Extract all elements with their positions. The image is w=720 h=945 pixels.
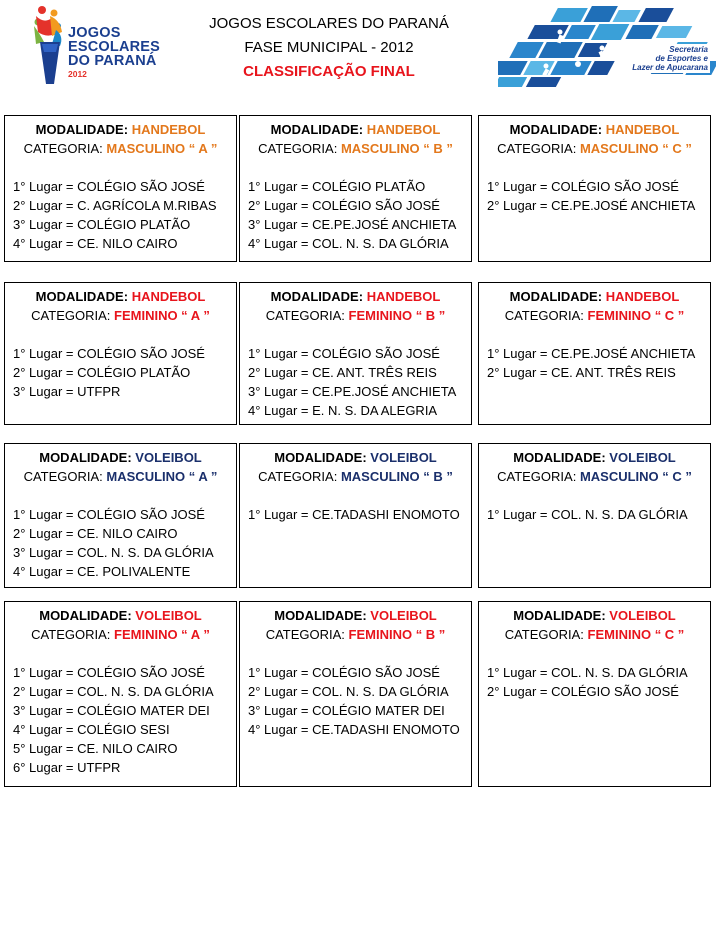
modalidade-value: VOLEIBOL bbox=[370, 608, 437, 623]
result-item: 2° Lugar = CE. ANT. TRÊS REIS bbox=[487, 365, 676, 380]
result-item: 1° Lugar = COL. N. S. DA GLÓRIA bbox=[487, 665, 688, 680]
result-item: 2° Lugar = C. AGRÍCOLA M.RIBAS bbox=[13, 198, 217, 213]
classification-card bbox=[4, 601, 237, 787]
modalidade-label: MODALIDADE: bbox=[35, 122, 129, 137]
logo-year: 2012 bbox=[68, 69, 87, 79]
categoria-value: FEMININO “ B ” bbox=[348, 627, 446, 642]
torch-figures-icon bbox=[30, 4, 70, 88]
result-item: 4° Lugar = CE.TADASHI ENOMOTO bbox=[248, 722, 460, 737]
modalidade-label: MODALIDADE: bbox=[39, 608, 132, 623]
results-list bbox=[240, 344, 471, 420]
classification-card bbox=[478, 601, 711, 787]
result-item: 2° Lugar = COL. N. S. DA GLÓRIA bbox=[248, 684, 449, 699]
categoria-value: MASCULINO “ B ” bbox=[340, 469, 453, 484]
result-item: 3° Lugar = COL. N. S. DA GLÓRIA bbox=[13, 545, 214, 560]
result-item: 1° Lugar = CE.PE.JOSÉ ANCHIETA bbox=[487, 346, 696, 361]
secretaria-esportes-logo bbox=[498, 4, 716, 90]
result-item: 2° Lugar = CE.PE.JOSÉ ANCHIETA bbox=[487, 198, 696, 213]
modalidade-line bbox=[240, 287, 471, 306]
modalidade-line bbox=[479, 448, 710, 467]
categoria-line bbox=[479, 625, 710, 644]
categoria-line bbox=[240, 306, 471, 325]
categoria-line bbox=[240, 139, 471, 158]
modalidade-line bbox=[5, 606, 236, 625]
categoria-label: CATEGORIA: bbox=[504, 308, 584, 323]
secretaria-line-2: de Esportes e bbox=[655, 54, 708, 63]
categoria-line bbox=[479, 467, 710, 486]
modalidade-value: HANDEBOL bbox=[131, 289, 206, 304]
result-item: 1° Lugar = COLÉGIO SÃO JOSÉ bbox=[487, 179, 679, 194]
classification-card bbox=[4, 443, 237, 588]
jogos-escolares-logo bbox=[30, 4, 160, 88]
classification-card bbox=[478, 443, 711, 588]
results-list bbox=[479, 344, 710, 382]
title-line-3: CLASSIFICAÇÃO FINAL bbox=[243, 63, 415, 80]
logo-text-line3: DO PARANÁ bbox=[68, 53, 157, 69]
result-item: 1° Lugar = COLÉGIO SÃO JOSÉ bbox=[13, 179, 205, 194]
modalidade-value: HANDEBOL bbox=[605, 122, 680, 137]
secretaria-line-1: Secretaria bbox=[669, 45, 708, 54]
categoria-line bbox=[479, 306, 710, 325]
categoria-value: FEMININO “ B ” bbox=[348, 308, 446, 323]
results-list bbox=[5, 344, 236, 401]
categoria-label: CATEGORIA: bbox=[31, 627, 111, 642]
categoria-value: FEMININO “ C ” bbox=[587, 627, 685, 642]
modalidade-line bbox=[5, 120, 236, 139]
classification-card bbox=[478, 282, 711, 425]
result-item: 2° Lugar = COLÉGIO SÃO JOSÉ bbox=[487, 684, 679, 699]
categoria-line bbox=[5, 625, 236, 644]
result-item: 1° Lugar = COLÉGIO SÃO JOSÉ bbox=[13, 346, 205, 361]
categoria-line bbox=[5, 139, 236, 158]
results-list bbox=[240, 177, 471, 253]
result-item: 1° Lugar = COLÉGIO SÃO JOSÉ bbox=[13, 507, 205, 522]
result-item: 5° Lugar = CE. NILO CAIRO bbox=[13, 741, 178, 756]
result-item: 4° Lugar = E. N. S. DA ALEGRIA bbox=[248, 403, 438, 418]
title-line-2: FASE MUNICIPAL - 2012 bbox=[244, 39, 414, 56]
modalidade-value: VOLEIBOL bbox=[370, 450, 437, 465]
results-list bbox=[5, 663, 236, 777]
result-item: 3° Lugar = CE.PE.JOSÉ ANCHIETA bbox=[248, 217, 457, 232]
categoria-value: MASCULINO “ A ” bbox=[106, 469, 218, 484]
categoria-line bbox=[240, 467, 471, 486]
result-item: 1° Lugar = COLÉGIO PLATÃO bbox=[248, 179, 426, 194]
categoria-value: MASCULINO “ C ” bbox=[579, 469, 692, 484]
categoria-label: CATEGORIA: bbox=[23, 141, 103, 156]
secretaria-label bbox=[630, 44, 710, 73]
modalidade-value: VOLEIBOL bbox=[609, 608, 676, 623]
modalidade-line bbox=[479, 287, 710, 306]
categoria-line bbox=[5, 467, 236, 486]
modalidade-line bbox=[5, 287, 236, 306]
categoria-label: CATEGORIA: bbox=[23, 469, 103, 484]
result-item: 4° Lugar = COLÉGIO SESI bbox=[13, 722, 170, 737]
result-item: 6° Lugar = UTFPR bbox=[13, 760, 121, 775]
classification-card bbox=[4, 282, 237, 425]
modalidade-label: MODALIDADE: bbox=[509, 289, 603, 304]
categoria-label: CATEGORIA: bbox=[31, 308, 111, 323]
categoria-value: FEMININO “ A ” bbox=[114, 308, 210, 323]
modalidade-line bbox=[240, 120, 471, 139]
result-item: 3° Lugar = COLÉGIO PLATÃO bbox=[13, 217, 191, 232]
result-item: 2° Lugar = CE. NILO CAIRO bbox=[13, 526, 178, 541]
modalidade-label: MODALIDADE: bbox=[509, 122, 603, 137]
results-list bbox=[5, 177, 236, 253]
logo-text-line1: JOGOS bbox=[68, 25, 121, 41]
categoria-line bbox=[240, 625, 471, 644]
modalidade-value: VOLEIBOL bbox=[609, 450, 676, 465]
result-item: 3° Lugar = CE.PE.JOSÉ ANCHIETA bbox=[248, 384, 457, 399]
categoria-line bbox=[479, 139, 710, 158]
categoria-value: MASCULINO “ A ” bbox=[106, 141, 218, 156]
modalidade-label: MODALIDADE: bbox=[513, 608, 606, 623]
classification-card bbox=[239, 443, 472, 588]
modalidade-line bbox=[479, 606, 710, 625]
classification-card bbox=[239, 601, 472, 787]
categoria-label: CATEGORIA: bbox=[265, 308, 345, 323]
modalidade-value: VOLEIBOL bbox=[135, 608, 202, 623]
modalidade-label: MODALIDADE: bbox=[274, 450, 367, 465]
result-item: 3° Lugar = COLÉGIO MATER DEI bbox=[13, 703, 210, 718]
categoria-label: CATEGORIA: bbox=[265, 627, 345, 642]
classification-card bbox=[4, 115, 237, 262]
modalidade-label: MODALIDADE: bbox=[270, 122, 364, 137]
categoria-label: CATEGORIA: bbox=[497, 141, 577, 156]
secretaria-line-3: Lazer de Apucarana bbox=[632, 63, 708, 72]
result-item: 1° Lugar = COLÉGIO SÃO JOSÉ bbox=[248, 665, 440, 680]
modalidade-value: HANDEBOL bbox=[366, 289, 441, 304]
result-item: 1° Lugar = COLÉGIO SÃO JOSÉ bbox=[248, 346, 440, 361]
result-item: 1° Lugar = COL. N. S. DA GLÓRIA bbox=[487, 507, 688, 522]
modalidade-line bbox=[479, 120, 710, 139]
categoria-line bbox=[5, 306, 236, 325]
result-item: 2° Lugar = CE. ANT. TRÊS REIS bbox=[248, 365, 437, 380]
modalidade-line bbox=[240, 448, 471, 467]
results-list bbox=[479, 177, 710, 215]
result-item: 4° Lugar = CE. POLIVALENTE bbox=[13, 564, 191, 579]
categoria-label: CATEGORIA: bbox=[497, 469, 577, 484]
results-list bbox=[240, 505, 471, 524]
page-title bbox=[200, 12, 458, 84]
results-list bbox=[240, 663, 471, 739]
title-line-1: JOGOS ESCOLARES DO PARANÁ bbox=[209, 15, 449, 32]
result-item: 2° Lugar = COL. N. S. DA GLÓRIA bbox=[13, 684, 214, 699]
result-item: 2° Lugar = COLÉGIO PLATÃO bbox=[13, 365, 191, 380]
categoria-label: CATEGORIA: bbox=[258, 141, 338, 156]
results-list bbox=[5, 505, 236, 581]
result-item: 1° Lugar = CE.TADASHI ENOMOTO bbox=[248, 507, 460, 522]
modalidade-label: MODALIDADE: bbox=[39, 450, 132, 465]
modalidade-label: MODALIDADE: bbox=[270, 289, 364, 304]
result-item: 2° Lugar = COLÉGIO SÃO JOSÉ bbox=[248, 198, 440, 213]
modalidade-value: HANDEBOL bbox=[131, 122, 206, 137]
result-item: 3° Lugar = UTFPR bbox=[13, 384, 121, 399]
modalidade-label: MODALIDADE: bbox=[35, 289, 129, 304]
modalidade-value: VOLEIBOL bbox=[135, 450, 202, 465]
categoria-value: MASCULINO “ C ” bbox=[579, 141, 692, 156]
logo-text-line2: ESCOLARES bbox=[68, 39, 161, 55]
result-item: 4° Lugar = COL. N. S. DA GLÓRIA bbox=[248, 236, 449, 251]
categoria-value: MASCULINO “ B ” bbox=[340, 141, 453, 156]
result-item: 1° Lugar = COLÉGIO SÃO JOSÉ bbox=[13, 665, 205, 680]
modalidade-label: MODALIDADE: bbox=[513, 450, 606, 465]
modalidade-value: HANDEBOL bbox=[366, 122, 441, 137]
categoria-value: FEMININO “ C ” bbox=[587, 308, 685, 323]
modalidade-line bbox=[240, 606, 471, 625]
modalidade-value: HANDEBOL bbox=[605, 289, 680, 304]
results-list bbox=[479, 505, 710, 524]
categoria-value: FEMININO “ A ” bbox=[114, 627, 210, 642]
modalidade-line bbox=[5, 448, 236, 467]
classification-card bbox=[239, 282, 472, 425]
modalidade-label: MODALIDADE: bbox=[274, 608, 367, 623]
result-item: 3° Lugar = COLÉGIO MATER DEI bbox=[248, 703, 445, 718]
categoria-label: CATEGORIA: bbox=[504, 627, 584, 642]
result-item: 4° Lugar = CE. NILO CAIRO bbox=[13, 236, 178, 251]
results-list bbox=[479, 663, 710, 701]
categoria-label: CATEGORIA: bbox=[258, 469, 338, 484]
classification-card bbox=[239, 115, 472, 262]
classification-card bbox=[478, 115, 711, 262]
